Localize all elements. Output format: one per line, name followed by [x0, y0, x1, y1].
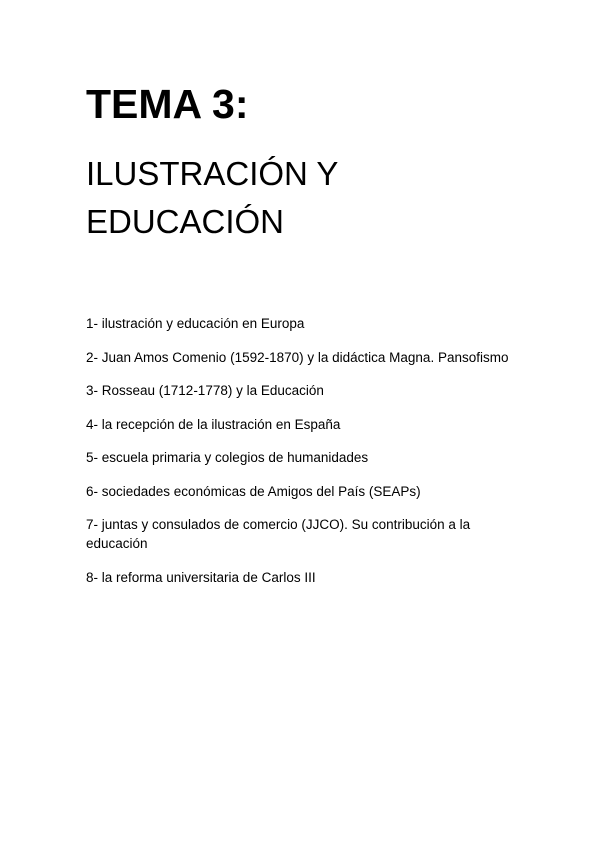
- topic-item-6: 6- sociedades económicas de Amigos del País (SEAPs): [86, 483, 421, 499]
- topic-item-8: 8- la reforma universitaria de Carlos III: [86, 569, 316, 585]
- topic-item-1: 1- ilustración y educación en Europa: [86, 316, 305, 331]
- subtitle-line-1: ILUSTRACIÓN Y: [86, 155, 339, 192]
- topic-item-7: 7- juntas y consulados de comercio (JJCO). Su contribución a la educación: [86, 517, 471, 551]
- topic-item-4: 4- la recepción de la ilustración en España: [86, 416, 341, 432]
- topic-list: [86, 314, 526, 601]
- topic-item-3: 3- Rosseau (1712-1778) y la Educación: [86, 383, 324, 398]
- document-title: TEMA 3:: [86, 81, 249, 127]
- topic-item-5: 5- escuela primaria y colegios de humanidades: [86, 450, 369, 465]
- topic-item-2: 2- Juan Amos Comenio (1592-1870) y la didáctica Magna. Pansofismo: [86, 349, 509, 365]
- document-subtitle: [86, 150, 526, 246]
- subtitle-line-2: EDUCACIÓN: [86, 203, 285, 240]
